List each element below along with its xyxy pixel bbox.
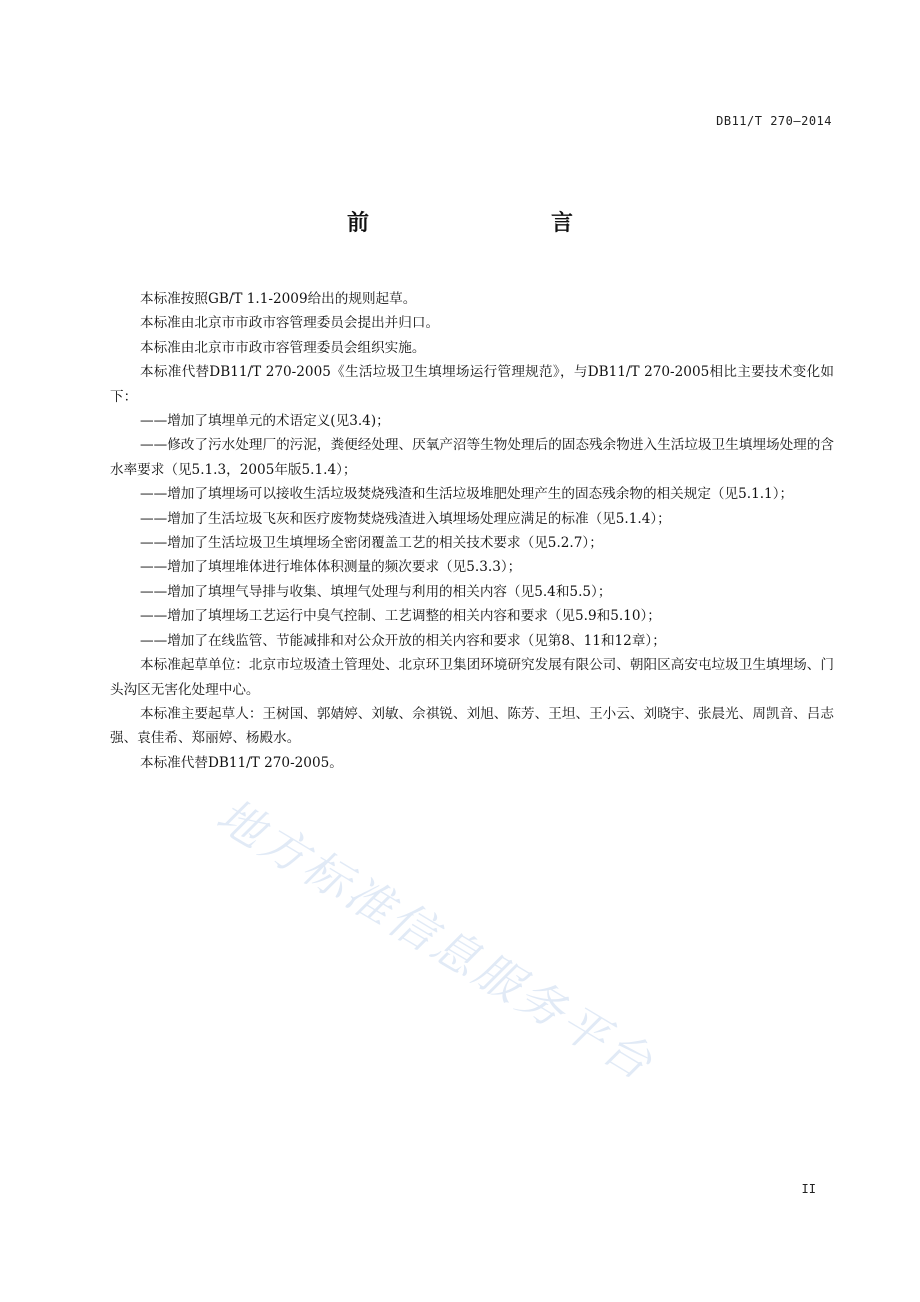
list-item: ——增加了填埋气导排与收集、填埋气处理与利用的相关内容（见5.4和5.5）； [140,583,612,600]
list-item: ——增加了填埋场工艺运行中臭气控制、工艺调整的相关内容和要求（见5.9和5.10）； [140,608,661,625]
paragraph: 本标准主要起草人：王树国、郭婧婷、刘敏、佘祺锐、刘旭、陈芳、王坦、王小云、刘晓宇、张晨光、周凯音、吕志强、袁佳希、郑丽婷、杨殿水。 [110,705,834,747]
paragraph: 本标准由北京市市政市容管理委员会组织实施。 [140,339,426,356]
list-item: ——修改了污水处理厂的污泥，粪便经处理、厌氧产沼等生物处理后的固态残余物进入生活垃圾卫生填埋场处理的含水率要求（见5.1.3，2005年版5.1.4）； [110,437,834,478]
list-item: ——增加了填埋单元的术语定义(见3.4)； [140,413,390,430]
foreword-body [110,287,834,775]
page-title: 前 言 [346,211,619,236]
page-number: II [801,1182,816,1196]
list-item: ——增加了填埋场可以接收生活垃圾焚烧残渣和生活垃圾堆肥处理产生的固态残余物的相关规定（见5.1.1）； [140,486,794,503]
list-item: ——增加了填埋堆体进行堆体体积测量的频次要求（见5.3.3）； [140,559,522,576]
paragraph: 本标准由北京市市政市容管理委员会提出并归口。 [140,315,440,332]
paragraph: 本标准按照GB/T 1.1-2009给出的规则起草。 [140,291,417,307]
list-item: ——增加了生活垃圾卫生填埋场全密闭覆盖工艺的相关技术要求（见5.2.7）； [140,535,603,552]
watermark: 地方标准信息服务平台 [207,787,664,1092]
document-code: DB11/T 270—2014 [716,114,832,128]
list-item: ——增加了在线监管、节能减排和对公众开放的相关内容和要求（见第8、11和12章）； [140,632,666,649]
paragraph: 本标准起草单位：北京市垃圾渣土管理处、北京环卫集团环境研究发展有限公司、朝阳区高安屯垃圾卫生填埋场、门头沟区无害化处理中心。 [110,657,834,698]
list-item: ——增加了生活垃圾飞灰和医疗废物焚烧残渣进入填埋场处理应满足的标准（见5.1.4）； [140,510,671,527]
paragraph: 本标准代替DB11/T 270-2005《生活垃圾卫生填埋场运行管理规范》，与DB11/T 270-2005相比主要技术变化如下： [110,364,834,405]
paragraph: 本标准代替DB11/T 270-2005。 [140,754,343,771]
